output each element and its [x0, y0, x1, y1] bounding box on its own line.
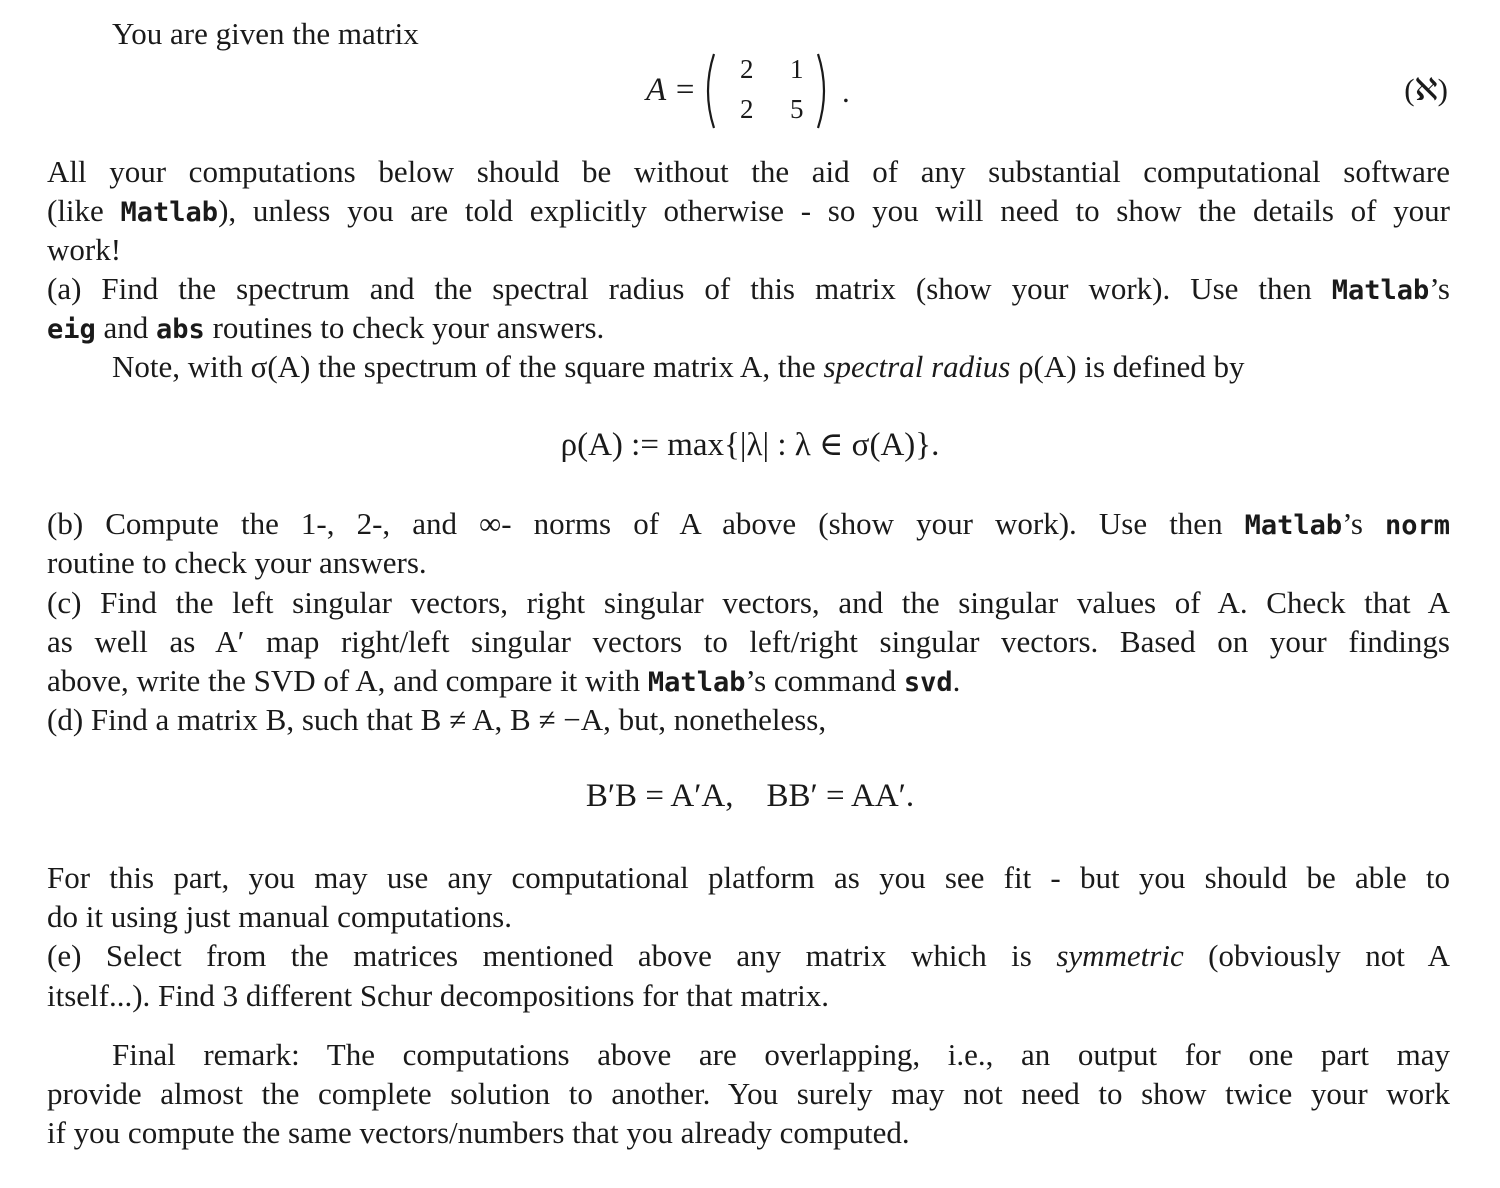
- part-c-line3: above, write the SVD of A, and compare it with Matlab’s command svd.: [47, 663, 961, 698]
- part-d-line3: do it using just manual computations.: [47, 899, 512, 934]
- part-c-line1: (c) Find the left singular vectors, right singular vectors, and the singular values of A. Check that A: [47, 585, 1450, 620]
- part-e-line1: (e) Select from the matrices mentioned above any matrix which is symmetric (obviously not A: [47, 938, 1450, 973]
- matrix-lhs: A =: [646, 72, 697, 108]
- part-a-line1: (a) Find the spectrum and the spectral radius of this matrix (show your work). Use then Matlab’s: [47, 271, 1450, 306]
- equation-number: (ℵ): [1404, 72, 1448, 107]
- matrix-cell-21: 2: [740, 94, 754, 124]
- paragraph1-line3: work!: [47, 232, 122, 267]
- final-remark-line3: if you compute the same vectors/numbers that you already computed.: [47, 1115, 910, 1150]
- part-a-line2: eig and abs routines to check your answers.: [47, 310, 605, 345]
- part-b-line2: routine to check your answers.: [47, 545, 427, 580]
- paragraph1-line2: (like Matlab), unless you are told explicitly otherwise - so you will need to show the details of your: [47, 193, 1450, 228]
- matrix-cell-12: 1: [790, 54, 804, 84]
- part-c-line2: as well as A′ map right/left singular vectors to left/right singular vectors. Based on your findings: [47, 624, 1450, 659]
- matrix-cell-11: 2: [740, 54, 754, 84]
- part-d-line1: (d) Find a matrix B, such that B ≠ A, B ≠ −A, but, nonetheless,: [47, 702, 827, 737]
- part-a-note: Note, with σ(A) the spectrum of the square matrix A, the spectral radius ρ(A) is defined by: [112, 349, 1245, 384]
- intro-text: You are given the matrix: [112, 16, 419, 51]
- part-b-line1: (b) Compute the 1-, 2-, and ∞- norms of A above (show your work). Use then Matlab’s norm: [47, 506, 1450, 541]
- part-d-line2: For this part, you may use any computational platform as you see fit - but you should be able to: [47, 860, 1450, 895]
- paragraph1-line1: All your computations below should be without the aid of any substantial computational software: [47, 154, 1450, 189]
- part-d-formula: B′B = A′A, BB′ = AA′.: [585, 778, 915, 814]
- spectral-radius-formula: ρ(A) := max{|λ| : λ ∈ σ(A)}.: [560, 427, 940, 463]
- left-paren: [702, 52, 716, 130]
- part-e-line2: itself...). Find 3 different Schur decompositions for that matrix.: [47, 978, 830, 1013]
- problem-page: You are given the matrix A = 2 1 2 5 . (ℵ) All your computations below should be without the aid of any substantial computational software (like Matlab), unless you are told explicitly otherwise - so you will need to show the details of your work! (a) Find the spectrum and the spectral radius of this matrix (show your work). Use then Matlab’s eig and abs routines to check your answers. Note, with σ(A) the spectrum of the square matrix A, the spectral radius ρ(A) is defined by ρ(A) := max{|λ| : λ ∈ σ(A)}. (b) Compute the 1-, 2-, and ∞- norms of A above (show your work). Use then Matlab’s norm routine to check your answers. (c) Find the left singular vectors, right singular vectors, and the singular values of A. Check that A as well as A′ map right/left singular vectors to left/right singular vectors. Based on your findings above, write the SVD of A, and compare it with Matlab’s command svd. (d) Find a matrix B, such that B ≠ A, B ≠ −A, but, nonetheless, B′B = A′A, BB′ = AA′. For this part, you may use any computational platform as you see fit - but you should be able to do it using just manual computations. (e) Select from the matrices mentioned above any matrix which is symmetric (obviously not A itself...). Find 3 different Schur decompositions for that matrix. Final remark: The computations above are overlapping, i.e., an output for one part may provide almost the complete solution to another. You surely may not need to show twice your work if you compute the same vectors/numbers that you already computed.: [0, 0, 1500, 1188]
- final-remark-line2: provide almost the complete solution to another. You surely may not need to show twice your work: [47, 1076, 1450, 1111]
- matrix-cell-22: 5: [790, 94, 804, 124]
- right-paren: [816, 52, 830, 130]
- final-remark-line1: Final remark: The computations above are overlapping, i.e., an output for one part may: [112, 1037, 1450, 1072]
